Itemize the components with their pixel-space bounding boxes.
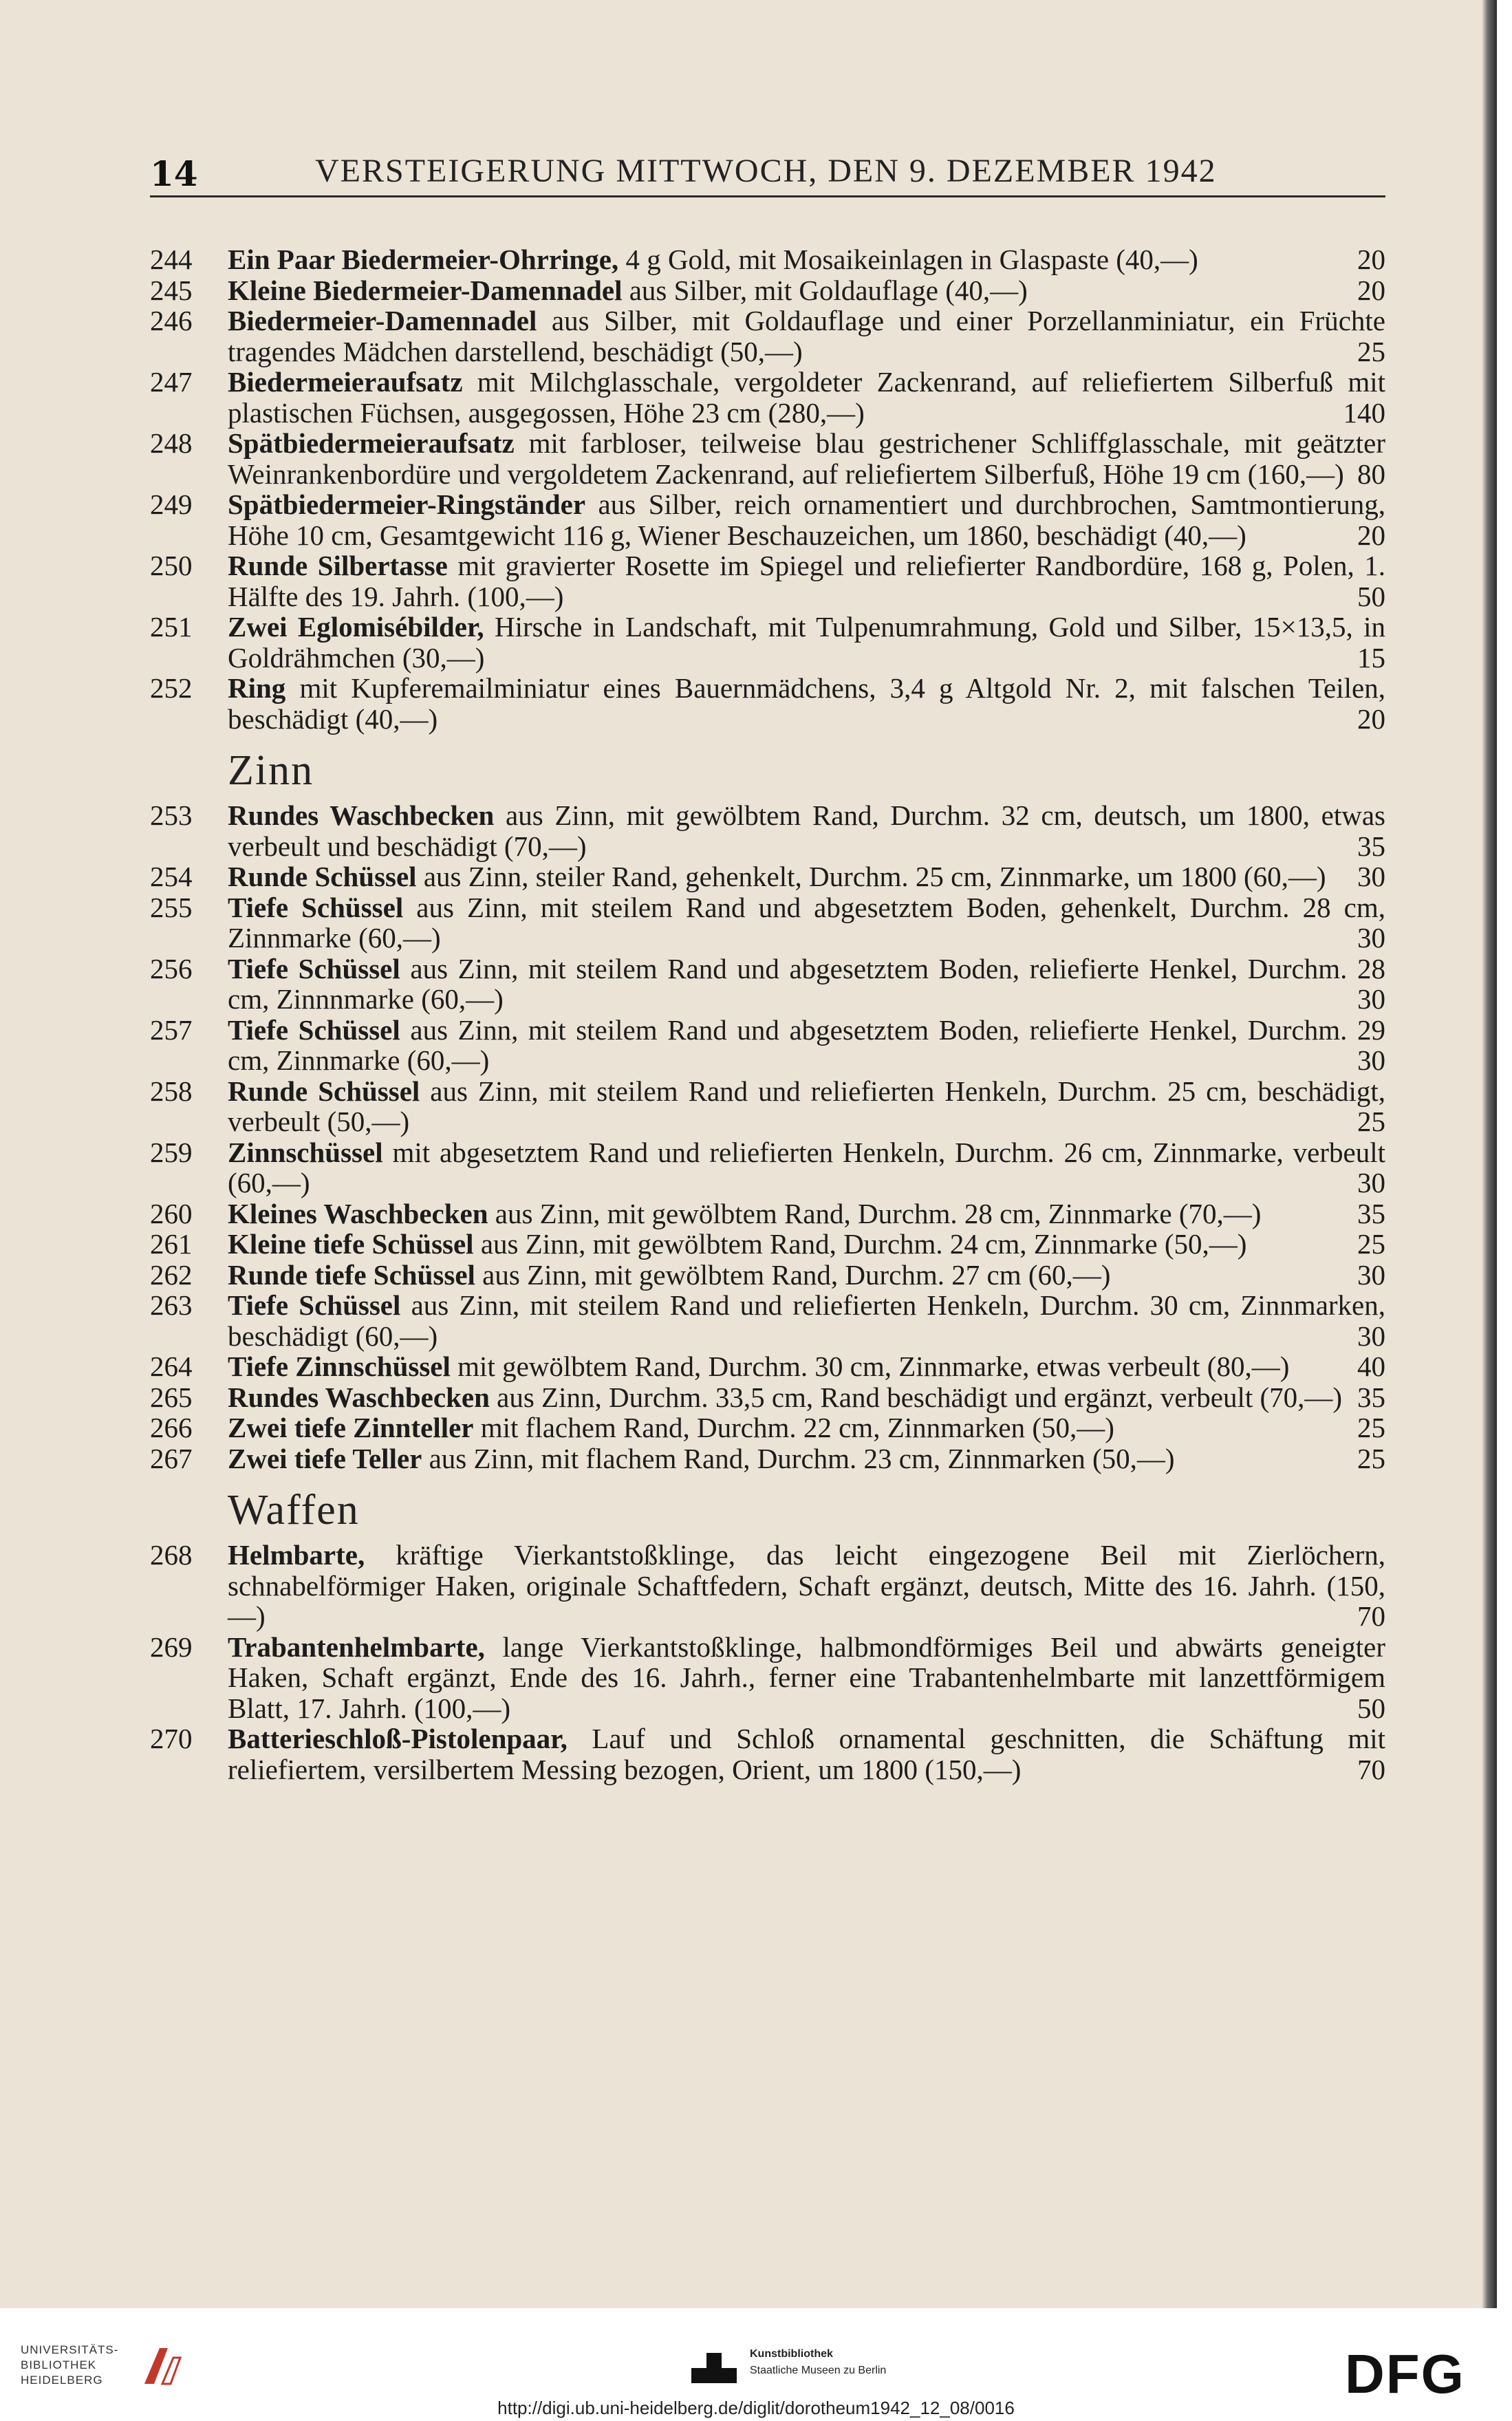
lot-entry xyxy=(150,892,1385,954)
lot-number: 267 xyxy=(150,1442,193,1474)
lot-description xyxy=(228,550,1385,612)
lot-title: Runde Silbertasse xyxy=(228,550,448,581)
dfg-logo: DFG xyxy=(1345,2343,1465,2404)
lot-number: 248 xyxy=(150,427,193,459)
source-url[interactable]: http://digi.ub.uni-heidelberg.de/diglit/dorotheum1942_12_08/0016 xyxy=(497,2398,1015,2418)
lot-number: 250 xyxy=(150,550,193,581)
lot-description xyxy=(228,1137,1385,1198)
lot-estimate: 40 xyxy=(1357,1351,1385,1382)
lot-title: Zwei tiefe Zinnteller xyxy=(228,1412,474,1443)
lot-text: aus Silber, mit Goldauflage und einer Porzellanminiatur, ein Früchte tragendes Mädchen darstellend, beschädigt (50,—) xyxy=(228,305,1385,367)
lot-text: mit flachem Rand, Durchm. 22 cm, Zinnmarken (50,—) xyxy=(473,1412,1114,1443)
lot-number: 263 xyxy=(150,1289,193,1321)
lot-title: Biedermeieraufsatz xyxy=(228,366,463,398)
lot-estimate: 30 xyxy=(1357,1167,1385,1198)
lot-number: 246 xyxy=(150,305,193,336)
lot-title: Runde Schüssel xyxy=(228,1075,420,1107)
lot-list-jewelry xyxy=(150,244,1385,734)
lot-entry xyxy=(150,1632,1385,1724)
lot-estimate: 20 xyxy=(1357,274,1385,306)
lot-description xyxy=(228,1540,1385,1632)
lot-entry xyxy=(150,275,1385,306)
lot-text: aus Zinn, Durchm. 33,5 cm, Rand beschädigt und ergänzt, verbeult (70,—) xyxy=(489,1381,1343,1413)
lot-text: mit gewölbtem Rand, Durchm. 30 cm, Zinnmarke, etwas verbeult (80,—) xyxy=(450,1351,1290,1382)
lot-number: 262 xyxy=(150,1258,193,1291)
lot-description xyxy=(228,612,1385,673)
lot-number: 258 xyxy=(150,1075,193,1107)
lot-estimate: 20 xyxy=(1357,702,1385,735)
lot-text: aus Zinn, mit steilem Rand und reliefierten Henkeln, Durchm. 30 cm, Zinnmarken, beschädigt (60,—) xyxy=(228,1289,1385,1352)
lot-entry xyxy=(150,1540,1385,1632)
lot-estimate: 80 xyxy=(1357,458,1385,490)
lot-estimate: 30 xyxy=(1357,1320,1385,1352)
lot-entry xyxy=(150,1137,1385,1198)
lot-estimate: 25 xyxy=(1357,1412,1385,1443)
lot-title: Batterieschloß-Pistolenpaar, xyxy=(228,1723,568,1754)
lot-title: Zinnschüssel xyxy=(228,1136,383,1168)
lot-title: Ein Paar Biedermeier-Ohrringe, xyxy=(228,244,619,275)
lot-text: 4 g Gold, mit Mosaikeinlagen in Glaspaste (40,—) xyxy=(618,244,1198,275)
lot-text: aus Zinn, mit gewölbtem Rand, Durchm. 32 cm, deutsch, um 1800, etwas verbeult und beschädigt (70,—) xyxy=(228,799,1385,862)
lot-number: 253 xyxy=(150,799,193,831)
lot-estimate: 35 xyxy=(1357,1197,1385,1229)
lot-entry xyxy=(150,1076,1385,1137)
lot-entry xyxy=(150,1382,1385,1413)
lot-text: kräftige Vierkantstoßklinge, das leicht eingezogene Beil mit Zierlöchern, schnabelförmiger Haken, originale Schaftfedern, Schaft ergänzt, deutsch, Mitte des 16. Jahrh. (150,—) xyxy=(228,1539,1385,1632)
lot-estimate: 35 xyxy=(1357,1381,1385,1413)
lot-title: Kleine Biedermeier-Damennadel xyxy=(228,274,623,306)
lot-description xyxy=(228,861,1385,892)
lot-entry xyxy=(150,305,1385,367)
lot-description xyxy=(228,1632,1385,1724)
lot-title: Trabantenhelmbarte, xyxy=(228,1631,485,1663)
lot-number: 256 xyxy=(150,952,193,984)
page-number: 14 xyxy=(150,153,198,194)
lot-estimate: 30 xyxy=(1357,1258,1385,1291)
lot-estimate: 30 xyxy=(1357,922,1385,954)
lot-text: mit gravierter Rosette im Spiegel und reliefierter Randbordüre, 168 g, Polen, 1. Hälfte des 19. Jahrh. (100,—) xyxy=(228,550,1385,612)
lot-title: Helmbarte, xyxy=(228,1539,365,1571)
lot-entry xyxy=(150,550,1385,612)
section-heading-waffen: Waffen xyxy=(228,1487,360,1534)
lot-number: 245 xyxy=(150,274,193,306)
lot-entry xyxy=(150,954,1385,1015)
lot-text: aus Silber, reich ornamentiert und durchbrochen, Samtmontierung, Höhe 10 cm, Gesamtgewicht 116 g, Wiener Beschauzeichen, um 1860, beschädigt (40,—) xyxy=(228,488,1385,551)
lot-description xyxy=(228,1229,1385,1260)
lot-title: Biedermeier-Damennadel xyxy=(228,305,537,336)
lot-entry xyxy=(150,428,1385,489)
lot-description xyxy=(228,1412,1385,1443)
lot-title: Rundes Waschbecken xyxy=(228,1381,490,1413)
lot-text: mit Kupferemailminiatur eines Bauernmädchens, 3,4 g Altgold Nr. 2, mit falschen Teilen, beschädigt (40,—) xyxy=(228,672,1385,735)
lot-text: aus Zinn, mit gewölbtem Rand, Durchm. 27 cm (60,—) xyxy=(475,1258,1111,1291)
header-rule xyxy=(150,195,1385,197)
lot-title: Tiefe Schüssel xyxy=(228,952,400,984)
uni-line-2: BIBLIOTHEK xyxy=(21,2358,97,2371)
digitization-footer xyxy=(0,2308,1512,2421)
section-heading-zinn: Zinn xyxy=(228,747,314,794)
lot-text: aus Zinn, mit gewölbtem Rand, Durchm. 24 cm, Zinnmarke (50,—) xyxy=(473,1228,1247,1260)
lot-number: 265 xyxy=(150,1381,193,1413)
kunstbibliothek-logo xyxy=(691,2346,966,2387)
heidelberg-university-library-logo xyxy=(21,2343,193,2398)
lot-number: 254 xyxy=(150,861,193,892)
lot-text: lange Vierkantstoßklinge, halbmondförmiges Beil und abwärts geneigter Haken, Schaft ergänzt, Ende des 16. Jahrh., ferner eine Trabantenhelmbarte mit lanzettförmigem Blatt, 17. Jahrh. (100,—) xyxy=(228,1631,1385,1724)
lot-description xyxy=(228,1351,1385,1382)
lot-number: 252 xyxy=(150,672,193,704)
lot-number: 249 xyxy=(150,488,193,520)
lot-description xyxy=(228,244,1385,275)
lot-entry xyxy=(150,367,1385,428)
lot-text: aus Zinn, mit flachem Rand, Durchm. 23 cm, Zinnmarken (50,—) xyxy=(422,1442,1175,1474)
lot-number: 244 xyxy=(150,244,193,275)
lot-text: aus Zinn, mit steilem Rand und abgesetztem Boden, reliefierte Henkel, Durchm. 29 cm, Zinnmarke (60,—) xyxy=(228,1013,1385,1076)
lot-number: 247 xyxy=(150,366,193,398)
lot-description xyxy=(228,892,1385,954)
lot-number: 259 xyxy=(150,1136,193,1168)
lot-entry xyxy=(150,612,1385,673)
lot-title: Spätbiedermeieraufsatz xyxy=(228,427,515,459)
lot-description xyxy=(228,275,1385,306)
lot-estimate: 35 xyxy=(1357,830,1385,862)
lot-description xyxy=(228,800,1385,861)
lot-title: Kleines Waschbecken xyxy=(228,1197,488,1229)
lot-number: 268 xyxy=(150,1539,193,1571)
lot-description xyxy=(228,305,1385,367)
lot-number: 269 xyxy=(150,1631,193,1663)
lot-description xyxy=(228,1443,1385,1474)
lot-description xyxy=(228,367,1385,428)
lot-list-zinn xyxy=(150,800,1385,1474)
lot-text: Lauf und Schloß ornamental geschnitten, die Schäftung mit reliefiertem, versilbertem Messing bezogen, Orient, um 1800 (150,—) xyxy=(228,1723,1385,1785)
kunstbibliothek-name: Kunstbibliothek xyxy=(750,2348,833,2360)
kunstbibliothek-emblem-icon xyxy=(691,2346,739,2387)
lot-title: Ring xyxy=(228,672,286,704)
uni-line-1: UNIVERSITÄTS- xyxy=(21,2343,119,2356)
lot-text: aus Zinn, steiler Rand, gehenkelt, Durchm. 25 cm, Zinnmarke, um 1800 (60,—) xyxy=(416,861,1326,892)
lot-description xyxy=(228,1015,1385,1076)
lot-estimate: 20 xyxy=(1357,244,1385,275)
lot-text: mit farbloser, teilweise blau gestrichener Schliffglasschale, mit geätzter Weinrankenbordüre und vergoldetem Zackenrand, auf reliefiertem Silberfuß, Höhe 19 cm (160,—) xyxy=(228,427,1385,490)
lot-text: aus Zinn, mit steilem Rand und reliefierten Henkeln, Durchm. 25 cm, beschädigt, verbeult (50,—) xyxy=(228,1075,1385,1137)
lot-list-waffen xyxy=(150,1540,1385,1785)
lot-entry xyxy=(150,1723,1385,1785)
lot-text: mit abgesetztem Rand und reliefierten Henkeln, Durchm. 26 cm, Zinnmarke, verbeult (60,—) xyxy=(228,1136,1385,1198)
lot-number: 251 xyxy=(150,611,193,643)
lot-estimate: 30 xyxy=(1357,861,1385,892)
lot-entry xyxy=(150,244,1385,275)
lot-number: 257 xyxy=(150,1013,193,1046)
lot-entry xyxy=(150,861,1385,892)
lot-entry xyxy=(150,1412,1385,1443)
catalog-content xyxy=(150,244,1385,1785)
lot-description xyxy=(228,1723,1385,1785)
lot-title: Zwei Eglomisébilder, xyxy=(228,611,484,643)
lot-description xyxy=(228,1382,1385,1413)
lot-title: Spätbiedermeier-Ringständer xyxy=(228,488,586,520)
lot-estimate: 20 xyxy=(1357,519,1385,551)
lot-estimate: 140 xyxy=(1343,396,1385,429)
lot-title: Tiefe Schüssel xyxy=(228,891,404,923)
lot-number: 266 xyxy=(150,1412,193,1443)
lot-description xyxy=(228,1198,1385,1229)
lot-text: aus Zinn, mit steilem Rand und abgesetztem Boden, gehenkelt, Durchm. 28 cm, Zinnmarke (60,—) xyxy=(228,891,1386,954)
page-edge-shadow xyxy=(1482,0,1497,2308)
running-head: VERSTEIGERUNG MITTWOCH, DEN 9. DEZEMBER 1942 xyxy=(315,153,1217,189)
lot-title: Tiefe Zinnschüssel xyxy=(228,1351,451,1382)
lot-estimate: 50 xyxy=(1357,1692,1385,1724)
lot-number: 260 xyxy=(150,1197,193,1229)
lot-number: 261 xyxy=(150,1228,193,1260)
lot-estimate: 70 xyxy=(1357,1600,1385,1632)
lot-text: aus Zinn, mit steilem Rand und abgesetztem Boden, reliefierte Henkel, Durchm. 28 cm, Zinnnmarke (60,—) xyxy=(228,952,1385,1015)
lot-title: Tiefe Schüssel xyxy=(228,1013,400,1046)
lot-estimate: 25 xyxy=(1357,335,1385,367)
lot-title: Rundes Waschbecken xyxy=(228,799,495,831)
lot-description xyxy=(228,1260,1385,1291)
lot-text: aus Silber, mit Goldauflage (40,—) xyxy=(622,274,1028,306)
lot-text: mit Milchglasschale, vergoldeter Zackenrand, auf reliefiertem Silberfuß mit plastischen Füchsen, ausgegossen, Höhe 23 cm (280,—) xyxy=(228,366,1385,429)
lot-entry xyxy=(150,800,1385,861)
lot-entry xyxy=(150,1015,1385,1076)
lot-description xyxy=(228,673,1385,734)
lot-entry xyxy=(150,1229,1385,1260)
lot-estimate: 25 xyxy=(1357,1106,1385,1137)
lot-entry xyxy=(150,1198,1385,1229)
lot-description xyxy=(228,1290,1385,1351)
lot-number: 255 xyxy=(150,891,193,923)
lot-estimate: 30 xyxy=(1357,1044,1385,1076)
lot-text: aus Zinn, mit gewölbtem Rand, Durchm. 28 cm, Zinnmarke (70,—) xyxy=(488,1197,1262,1229)
lot-estimate: 50 xyxy=(1357,580,1385,612)
lot-description xyxy=(228,954,1385,1015)
lot-entry xyxy=(150,1351,1385,1382)
lot-title: Runde Schüssel xyxy=(228,861,417,892)
lot-description xyxy=(228,428,1385,489)
lot-title: Tiefe Schüssel xyxy=(228,1289,401,1321)
lot-entry xyxy=(150,489,1385,550)
lot-title: Zwei tiefe Teller xyxy=(228,1442,422,1474)
lot-number: 264 xyxy=(150,1351,193,1382)
university-emblem-icon xyxy=(138,2343,186,2391)
lot-text: Hirsche in Landschaft, mit Tulpenumrahmung, Gold und Silber, 15×13,5, in Goldrähmchen (30,—) xyxy=(228,611,1385,674)
uni-line-3: HEIDELBERG xyxy=(21,2374,103,2387)
lot-title: Runde tiefe Schüssel xyxy=(228,1258,475,1291)
lot-estimate: 25 xyxy=(1357,1228,1385,1260)
kunstbibliothek-subtitle: Staatliche Museen zu Berlin xyxy=(750,2365,887,2376)
lot-description xyxy=(228,1076,1385,1137)
lot-entry xyxy=(150,1443,1385,1474)
page-header xyxy=(150,148,1385,196)
lot-estimate: 70 xyxy=(1357,1753,1385,1785)
lot-number: 270 xyxy=(150,1723,193,1754)
lot-title: Kleine tiefe Schüssel xyxy=(228,1228,474,1260)
lot-estimate: 30 xyxy=(1357,983,1385,1015)
lot-estimate: 15 xyxy=(1357,641,1385,674)
lot-description xyxy=(228,489,1385,550)
lot-estimate: 25 xyxy=(1357,1442,1385,1474)
lot-entry xyxy=(150,1290,1385,1351)
lot-entry xyxy=(150,1260,1385,1291)
lot-entry xyxy=(150,673,1385,734)
